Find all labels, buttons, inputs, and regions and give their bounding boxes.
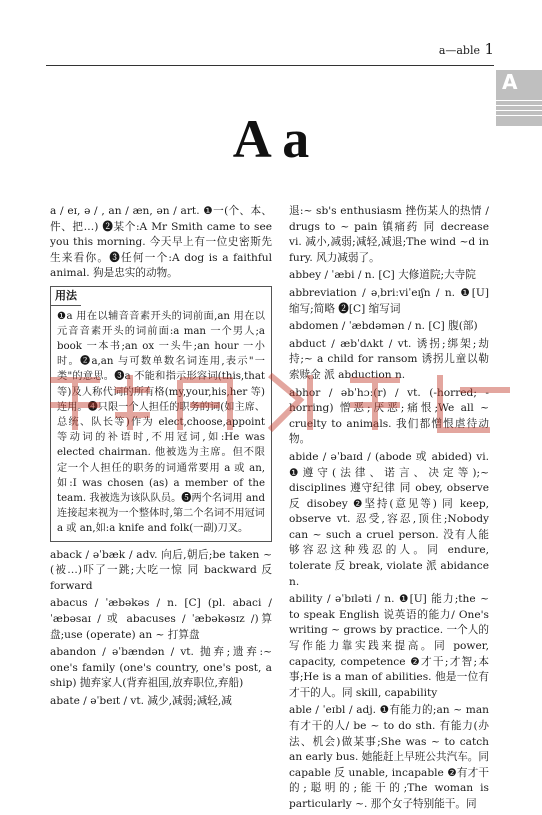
entry-aback: aback / əˈbæk / adv. 向后,朝后;be taken ~(被…)吓了一跳;大吃一惊 同 backward 反 forward: [50, 548, 272, 592]
section-title: A a: [232, 109, 310, 169]
usage-body: ❶a 用在以辅音音素开头的词前面,an 用在以元音音素开头的词前面:a man 一个男人;a book 一本书;an ox 一头牛;an hour 一小时。❷a,an 与可数单数名词连用,表示"一类"的意思。❸a 不能和指示形容词(this,that 等)及人称代词的所有格(my,your,his,her 等)连用。❹只限一个人担任的职务的词(如主席、总统、队长等)作为 elect,choose,appoint 等动词的补语时,不用冠词,如:He was elected chairman. 他被选为主席。但不限定一个人担任的职务的词通常要用 a 或 an,如:I was chosen (as) a member of the team. 我被选为该队队员。❺两个名词用 and 连接起来视为一个整体时,第二个名词不用冠词 a 或 an,如:a knife and folk(一副)刀叉。: [57, 310, 265, 535]
entry-ability: ability / əˈbɪləti / n. ❶[U] 能力;the ~ to speak English 说英语的能力/ One's writing ~ grows by practice. 一个人的写作能力靠实践来提高。同 power, capacity, competence ❷才干;才智;本事;He is a man of abilities. 他是一位有才干的人。同 skill, capability: [289, 593, 489, 699]
usage-title: 用法: [51, 287, 81, 306]
entry-a: a / eɪ, ə / , an / æn, ən / art. ❶一(个、本、件、把…) ❷某个:A Mr Smith came to see you this morning. 今天早上有一位史密斯先生来看你。❸任何一个:A dog is a faithful animal. 狗是忠实的动物。: [50, 205, 272, 280]
tab-letter: A: [502, 70, 518, 94]
tab-stripe: [496, 105, 542, 106]
right-column: [289, 204, 489, 815]
entry-abide: abide / əˈbaɪd / (abode 或 abided) vi. ❶遵守(法律、诺言、决定等);~ disciplines 遵守纪律 同 obey, observe 反 disobey ❷坚持(意见等) 同 keep, observe vt. 忍受,容忍,顶住;Nobody can ~ such a cruel person. 没有人能够容忍这种残忍的人。同 endure, tolerate 反 break, violate 派 abidance n.: [289, 450, 489, 588]
entry-abdomen: abdomen / ˈæbdəmən / n. [C] 腹(部): [289, 320, 478, 333]
entry-abbreviation: abbreviation / əˌbriːviˈeɪʃn / n. ❶[U] 缩写;简略 ❷[C] 缩写词: [289, 286, 489, 315]
entry-abate: abate / əˈbeɪt / vt. 减少,减弱;减轻,减: [50, 694, 232, 707]
tab-stripe: [496, 100, 542, 101]
entry-abduct: abduct / æbˈdʌkt / vt. 诱拐;绑架;劫持;~ a child for ransom 诱拐儿童以勒索赎金 派 abduction n.: [289, 337, 489, 381]
entry-abandon: abandon / əˈbændən / vt. 抛弃;遗弃:~ one's family (one's country, one's post, a ship) 抛弃家人(背弃祖国,放弃职位,弃船): [50, 646, 272, 690]
page-number: 1: [484, 40, 494, 58]
entry-abbey: abbey / ˈæbi / n. [C] 大修道院;大寺院: [289, 269, 476, 282]
running-head: a—able: [438, 44, 480, 57]
left-column: [50, 204, 272, 712]
entry-able: able / ˈeɪbl / adj. ❶有能力的;an ~ man 有才干的人/ be ~ to do sth. 有能力(办法、机会)做某事;She was ~ to catch an early bus. 她能赶上早班公共汽车。同 capable 反 unable, incapable ❷有才干的;聪明的;能干的;The woman is particularly ~. 那个女子特别能干。同: [289, 704, 489, 810]
entry-abacus: abacus / ˈæbəkəs / n. [C] (pl. abaci / ˈæbəsaɪ / 或 abacuses / ˈæbəkəsɪz /)算盘;use (operate) an ~ 打算盘: [50, 597, 272, 641]
header-rule: [46, 65, 494, 66]
entry-abhor: abhor / əbˈhɔː(r) / vt. (-horred; -horring) 憎恶;厌恶;痛恨;We all ~ cruelty to animals. 我们都憎恨虐待动物。: [289, 386, 489, 446]
entry-abate-cont: 退:~ sb's enthusiasm 挫伤某人的热情 / drugs to ~ pain 镇痛药 同 decrease vi. 减小,减弱;减轻,减退;The wind ~d in fury. 风力减弱了。: [289, 205, 489, 264]
usage-box: [50, 286, 272, 542]
